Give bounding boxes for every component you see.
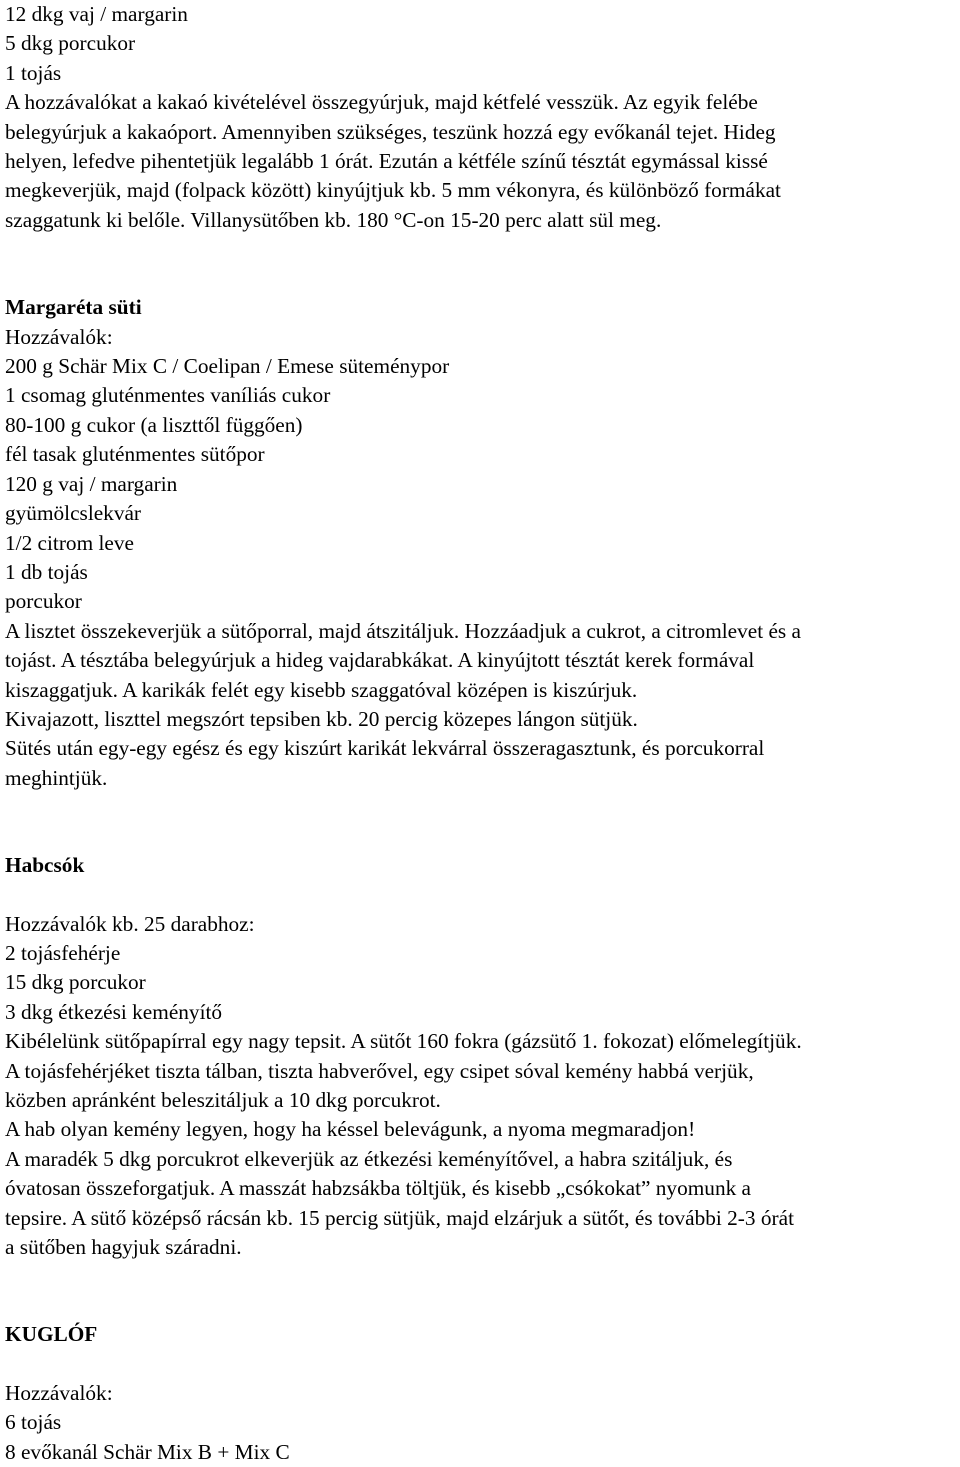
instruction-line: A hab olyan kemény legyen, hogy ha késsel belevágunk, a nyoma megmaradjon! bbox=[5, 1117, 696, 1142]
ingredient-line: 2 tojásfehérje bbox=[5, 940, 121, 965]
recipe-title: Habcsók bbox=[5, 853, 85, 878]
instruction-line: belegyúrjuk a kakaóport. Amennyiben szükséges, teszünk hozzá egy evőkanál tejet. Hideg bbox=[5, 119, 776, 144]
ingredient-line: 80-100 g cukor (a liszttől függően) bbox=[5, 412, 303, 437]
ingredient-line: 6 tojás bbox=[5, 1410, 62, 1435]
margareta-section bbox=[5, 293, 957, 793]
instruction-line: kiszaggatjuk. A karikák felét egy kisebb szaggatóval középen is kiszúrjuk. bbox=[5, 677, 638, 702]
ingredient-line: 1 csomag gluténmentes vaníliás cukor bbox=[5, 383, 331, 408]
instruction-line: Kibélelünk sütőpapírral egy nagy tepsit. A sütőt 160 fokra (gázsütő 1. fokozat) előmelegítjük. bbox=[5, 1029, 802, 1054]
ingredient-line: 12 dkg vaj / margarin bbox=[5, 2, 188, 26]
instruction-line: Kivajazott, liszttel megszórt tepsiben kb. 20 percig közepes lángon sütjük. bbox=[5, 706, 638, 731]
ingredient-line: 200 g Schär Mix C / Coelipan / Emese süteménypor bbox=[5, 354, 450, 379]
kuglof-section bbox=[5, 1320, 957, 1467]
instruction-line: A hozzávalókat a kakaó kivételével összegyúrjuk, majd kétfelé vesszük. Az egyik felébe bbox=[5, 90, 758, 115]
ingredient-line: fél tasak gluténmentes sütőpor bbox=[5, 442, 265, 467]
ingredient-line: gyümölcslekvár bbox=[5, 501, 142, 526]
instruction-line: óvatosan összeforgatjuk. A masszát habzsákba töltjük, és kisebb „csókokat” nyomunk a bbox=[5, 1176, 752, 1201]
instruction-line: közben apránként beleszitáljuk a 10 dkg porcukrot. bbox=[5, 1088, 441, 1112]
ingredient-line: 5 dkg porcukor bbox=[5, 31, 136, 56]
intro-section bbox=[5, 0, 957, 235]
ingredient-line: 1 db tojás bbox=[5, 559, 88, 584]
instruction-line: megkeverjük, majd (folpack között) kinyújtjuk kb. 5 mm vékonyra, és különböző formákat bbox=[5, 178, 781, 203]
ingredient-line: 3 dkg étkezési keményítő bbox=[5, 999, 223, 1024]
ingredient-line: 1/2 citrom leve bbox=[5, 530, 134, 555]
instruction-line: szaggatunk ki belőle. Villanysütőben kb. 180 °C-on 15-20 perc alatt sül meg. bbox=[5, 207, 662, 232]
instruction-line: A maradék 5 dkg porcukrot elkeverjük az étkezési keményítővel, a habra szitáljuk, és bbox=[5, 1146, 733, 1171]
instruction-line: A tojásfehérjéket tiszta tálban, tiszta habverővel, egy csipet sóval kemény habbá verjük, bbox=[5, 1058, 754, 1083]
ingredients-label: Hozzávalók kb. 25 darabhoz: bbox=[5, 911, 255, 936]
ingredients-label: Hozzávalók: bbox=[5, 1380, 113, 1405]
instruction-line: tojást. A tésztába belegyúrjuk a hideg vajdarabkákat. A kinyújtott tésztát kerek formával bbox=[5, 648, 755, 673]
recipe-title: KUGLÓF bbox=[5, 1322, 98, 1347]
recipe-document bbox=[5, 0, 957, 1467]
ingredient-line: 1 tojás bbox=[5, 60, 62, 85]
ingredients-label: Hozzávalók: bbox=[5, 324, 113, 349]
instruction-line: a sütőben hagyjuk száradni. bbox=[5, 1235, 242, 1260]
ingredient-line: 120 g vaj / margarin bbox=[5, 471, 178, 496]
instruction-line: A lisztet összekeverjük a sütőporral, majd átszitáljuk. Hozzáadjuk a cukrot, a citromlevet és a bbox=[5, 618, 801, 643]
ingredient-line: porcukor bbox=[5, 589, 82, 614]
recipe-title: Margaréta süti bbox=[5, 295, 142, 320]
instruction-line: helyen, lefedve pihentetjük legalább 1 órát. Ezután a kétféle színű tésztát egymással kissé bbox=[5, 149, 768, 174]
instruction-line: Sütés után egy-egy egész és egy kiszúrt karikát lekvárral összeragasztunk, és porcukorral bbox=[5, 736, 765, 761]
instruction-line: tepsire. A sütő középső rácsán kb. 15 percig sütjük, majd elzárjuk a sütőt, és további 2-3 órát bbox=[5, 1205, 794, 1230]
ingredient-line: 15 dkg porcukor bbox=[5, 970, 146, 995]
habcsok-section bbox=[5, 851, 957, 1262]
ingredient-line: 8 evőkanál Schär Mix B + Mix C bbox=[5, 1439, 290, 1464]
instruction-line: meghintjük. bbox=[5, 765, 108, 790]
